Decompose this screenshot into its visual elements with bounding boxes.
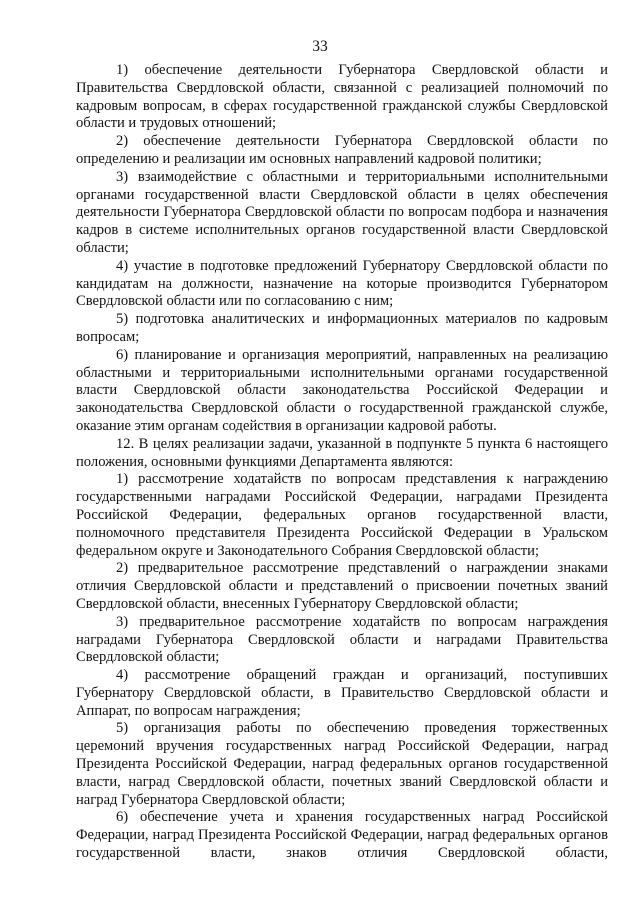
paragraph: 12. В целях реализации задачи, указанной в подпункте 5 пункта 6 настоящего положения, основными функциями Департамента являются: xyxy=(76,435,608,470)
paragraph: 2) обеспечение деятельности Губернатора Свердловской области по определению и реализации им основных направлений кадровой политики; xyxy=(76,133,608,167)
paragraph: 4) участие в подготовке предложений Губернатору Свердловской области по кандидатам на должности, назначение на которые производится Губернатором Свердловской области или по согласованию с ним; xyxy=(76,257,608,310)
paragraph: 6) планирование и организация мероприятий, направленных на реализацию областными и территориальными исполнительными органами государственной власти Свердловской области законодательства Российской Федерации и законодательства Свердловской области о государственной гражданской службе, оказание этим органам содействия в организации кадровой работы. xyxy=(76,346,608,434)
paragraph: 5) организация работы по обеспечению проведения торжественных церемоний вручения государственных наград Российской Федерации, наград Президента Российской Федерации, наград федеральных органов государственной власти, наград Свердловской области, почетных званий Свердловской области и наград Губернатора Свердловской области; xyxy=(76,720,608,808)
paragraph: 1) рассмотрение ходатайств по вопросам представления к награждению государственными наградами Российской Федерации, наградами Президента Российской Федерации, федеральных органов государственной власти, полномочного представителя Президента Российской Федерации в Уральском федеральном округе и Законодательного Собрания Свердловской области; xyxy=(76,471,608,559)
paragraph: 3) взаимодействие с областными и территориальными исполнительными органами государственной власти Свердловской области в целях обеспечения деятельности Губернатора Свердловской области по вопросам подбора и назначения кадров в системе исполнительных органов государственной власти Свердловской области; xyxy=(76,168,608,256)
paragraph: 5) подготовка аналитических и информационных материалов по кадровым вопросам; xyxy=(76,311,608,345)
paragraph: 1) обеспечение деятельности Губернатора Свердловской области и Правительства Свердловской области, связанной с реализацией полномочий по кадровым вопросам, в сферах государственной гражданской службы Свердловской области и трудовых отношений; xyxy=(76,62,608,132)
page-number: 33 xyxy=(312,38,328,55)
paragraph: 4) рассмотрение обращений граждан и организаций, поступивших Губернатору Свердловской области, в Правительство Свердловской области и Аппарат, по вопросам награждения; xyxy=(76,667,608,719)
paragraph: 6) обеспечение учета и хранения государственных наград Российской Федерации, наград Президента Российской Федерации, наград федеральных органов государственной власти, знаков отличия Свердловской области, xyxy=(76,809,608,862)
document-body xyxy=(76,62,608,863)
paragraph: 2) предварительное рассмотрение представлений о награждении знаками отличия Свердловской области и представлений о присвоении почетных званий Свердловской области, внесенных Губернатору Свердловской области; xyxy=(76,560,608,612)
paragraph: 3) предварительное рассмотрение ходатайств по вопросам награждения наградами Губернатора Свердловской области и наградами Правительства Свердловской области; xyxy=(76,613,608,666)
